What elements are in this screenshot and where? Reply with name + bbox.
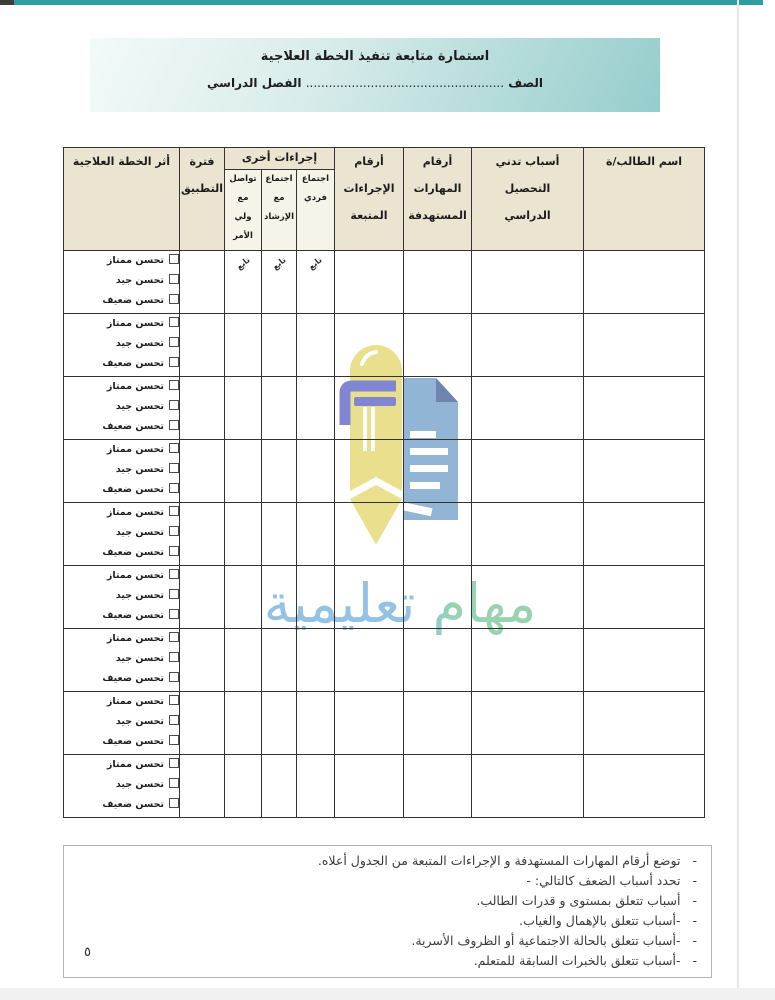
effect-option-label: تحسن ضعيف <box>102 421 164 432</box>
note-text: توضع أرقام المهارات المستهدفة و الإجراءات المتبعة من الجدول أعلاه. <box>317 853 681 868</box>
checkbox-icon <box>169 254 179 264</box>
cell-plan-effect <box>64 440 180 503</box>
subcol-header-individual-meeting: اجتماع فردي <box>297 170 335 251</box>
cell-followed-procedure-numbers <box>335 503 404 566</box>
note-dash-marker: - <box>692 893 697 908</box>
note-line <box>64 951 697 971</box>
note-dash-marker: - <box>692 853 697 868</box>
effect-option-label: تحسن ضعيف <box>102 673 164 684</box>
checkbox-icon <box>169 778 179 788</box>
col-header-other-procedures: إجراءات أخرى <box>225 148 335 170</box>
cell-plan-effect <box>64 377 180 440</box>
note-line <box>64 931 697 951</box>
checkbox-icon <box>169 337 179 347</box>
cell-application-period <box>180 629 225 692</box>
col-header-plan-effect: أثر الخطة العلاجية <box>64 148 180 251</box>
stamp-text: تابع <box>307 255 324 272</box>
cell-target-skill-numbers <box>404 503 472 566</box>
checkbox-icon <box>169 672 179 682</box>
stamp-text: تابع <box>270 255 288 272</box>
page-title: استمارة متابعة تنفيذ الخطة العلاجية <box>260 49 490 64</box>
cell-followed-procedure-numbers <box>335 755 404 818</box>
effect-option-label: تحسن جيد <box>115 716 164 727</box>
cell-target-skill-numbers <box>404 314 472 377</box>
effect-option <box>64 314 179 334</box>
effect-option-label: تحسن ممتاز <box>106 255 164 266</box>
table-row <box>64 503 705 566</box>
effect-option <box>64 669 179 689</box>
term-label: الفصل الدراسي <box>207 76 302 90</box>
effect-option-label: تحسن ممتاز <box>106 633 164 644</box>
note-text: -أسباب تتعلق بالخبرات السابقة للمتعلم. <box>473 953 681 968</box>
checkbox-icon <box>169 380 179 390</box>
cell-counseling-meeting <box>262 377 297 440</box>
col-header-student-name: اسم الطالب/ة <box>584 148 705 251</box>
effect-option <box>64 251 179 271</box>
note-line <box>64 851 697 871</box>
cell-counseling-meeting <box>262 629 297 692</box>
cell-target-skill-numbers <box>404 440 472 503</box>
watermark-text: مهام تعليمية <box>185 572 615 635</box>
cell-target-skill-numbers <box>404 377 472 440</box>
effect-option <box>64 775 179 795</box>
effect-option <box>64 629 179 649</box>
table-row <box>64 566 705 629</box>
effect-option <box>64 291 179 311</box>
effect-option <box>64 606 179 626</box>
checkbox-icon <box>169 443 179 453</box>
note-dash-marker: - <box>692 933 697 948</box>
note-text: أسباب تتعلق بمستوى و قدرات الطالب. <box>476 893 681 908</box>
effect-option-label: تحسن ضعيف <box>102 295 164 306</box>
effect-option-label: تحسن ضعيف <box>102 799 164 810</box>
cell-application-period <box>180 314 225 377</box>
effect-option-label: تحسن جيد <box>115 338 164 349</box>
cell-individual-meeting <box>297 377 335 440</box>
effect-option <box>64 692 179 712</box>
checkbox-icon <box>169 546 179 556</box>
effect-option <box>64 732 179 752</box>
checkbox-icon <box>169 609 179 619</box>
cell-guardian-contact <box>225 629 262 692</box>
form-header-box <box>90 38 660 112</box>
cell-application-period <box>180 503 225 566</box>
note-line <box>64 871 697 891</box>
effect-option <box>64 649 179 669</box>
cell-plan-effect <box>64 503 180 566</box>
effect-option-label: تحسن ضعيف <box>102 736 164 747</box>
effect-option <box>64 334 179 354</box>
effect-option <box>64 354 179 374</box>
class-term-line <box>90 76 660 90</box>
cell-student-name <box>584 629 705 692</box>
effect-option <box>64 755 179 775</box>
cell-plan-effect <box>64 251 180 314</box>
cell-application-period <box>180 755 225 818</box>
effect-option <box>64 440 179 460</box>
cell-followed-procedure-numbers <box>335 692 404 755</box>
cell-guardian-contact <box>225 755 262 818</box>
checkbox-icon <box>169 652 179 662</box>
checkbox-icon <box>169 317 179 327</box>
cell-student-name <box>584 566 705 629</box>
table-row <box>64 755 705 818</box>
cell-counseling-meeting <box>262 566 297 629</box>
cell-followed-procedure-numbers <box>335 251 404 314</box>
cell-application-period <box>180 692 225 755</box>
effect-option <box>64 523 179 543</box>
table-row <box>64 692 705 755</box>
subcol-header-counseling-meeting: اجتماع مع الإرشاد <box>262 170 297 251</box>
cell-application-period <box>180 251 225 314</box>
cell-individual-meeting <box>297 629 335 692</box>
note-text: -أسباب تتعلق بالحالة الاجتماعية أو الظروف الأسرية. <box>411 933 681 948</box>
cell-guardian-contact <box>225 314 262 377</box>
cell-student-name <box>584 503 705 566</box>
cell-individual-meeting <box>297 314 335 377</box>
effect-option-label: تحسن جيد <box>115 653 164 664</box>
cell-counseling-meeting <box>262 692 297 755</box>
cell-plan-effect <box>64 629 180 692</box>
effect-option <box>64 586 179 606</box>
page-edge-shadow <box>737 0 739 1000</box>
effect-option-label: تحسن ضعيف <box>102 610 164 621</box>
cell-plan-effect <box>64 566 180 629</box>
checkbox-icon <box>169 463 179 473</box>
cell-counseling-meeting <box>262 440 297 503</box>
cell-plan-effect <box>64 314 180 377</box>
effect-option-label: تحسن جيد <box>115 590 164 601</box>
note-dash-marker: - <box>692 913 697 928</box>
effect-option-label: تحسن ضعيف <box>102 547 164 558</box>
cell-low-achievement-reasons <box>472 692 584 755</box>
table-row <box>64 377 705 440</box>
effect-option-label: تحسن ممتاز <box>106 507 164 518</box>
cell-guardian-contact <box>225 566 262 629</box>
cell-plan-effect <box>64 692 180 755</box>
effect-option <box>64 566 179 586</box>
effect-option <box>64 712 179 732</box>
checkbox-icon <box>169 632 179 642</box>
effect-option-label: تحسن ضعيف <box>102 484 164 495</box>
effect-option-label: تحسن ممتاز <box>106 696 164 707</box>
stamp-text: تابع <box>234 255 252 272</box>
checkbox-icon <box>169 294 179 304</box>
effect-option-label: تحسن ضعيف <box>102 358 164 369</box>
note-line <box>64 891 697 911</box>
effect-option-label: تحسن ممتاز <box>106 570 164 581</box>
effect-option <box>64 417 179 437</box>
effect-option <box>64 503 179 523</box>
col-header-low-achievement-reasons: أسباب تدني التحصيل الدراسي <box>472 148 584 251</box>
effect-option-label: تحسن ممتاز <box>106 381 164 392</box>
cell-target-skill-numbers <box>404 566 472 629</box>
checkbox-icon <box>169 798 179 808</box>
checkbox-icon <box>169 569 179 579</box>
cell-student-name <box>584 251 705 314</box>
checkbox-icon <box>169 715 179 725</box>
cell-guardian-contact <box>225 440 262 503</box>
cell-low-achievement-reasons <box>472 377 584 440</box>
col-header-application-period: فترة التطبيق <box>180 148 225 251</box>
cell-target-skill-numbers <box>404 629 472 692</box>
cell-guardian-contact <box>225 251 262 314</box>
cell-student-name <box>584 440 705 503</box>
cell-student-name <box>584 755 705 818</box>
cell-low-achievement-reasons <box>472 755 584 818</box>
top-teal-bar <box>14 0 763 5</box>
class-label: الصف <box>508 76 543 90</box>
cell-followed-procedure-numbers <box>335 440 404 503</box>
table-row <box>64 314 705 377</box>
cell-individual-meeting <box>297 755 335 818</box>
cell-application-period <box>180 377 225 440</box>
effect-option <box>64 377 179 397</box>
effect-option <box>64 480 179 500</box>
cell-low-achievement-reasons <box>472 440 584 503</box>
effect-option-label: تحسن ممتاز <box>106 759 164 770</box>
effect-option <box>64 397 179 417</box>
effect-option-label: تحسن جيد <box>115 527 164 538</box>
checkbox-icon <box>169 357 179 367</box>
cell-student-name <box>584 314 705 377</box>
cell-individual-meeting <box>297 440 335 503</box>
table-row <box>64 440 705 503</box>
cell-guardian-contact <box>225 503 262 566</box>
class-dotted-blank: .................................................... <box>305 76 505 90</box>
cell-student-name <box>584 692 705 755</box>
followup-table <box>63 147 705 818</box>
cell-guardian-contact <box>225 377 262 440</box>
effect-option-label: تحسن جيد <box>115 464 164 475</box>
cell-counseling-meeting <box>262 314 297 377</box>
checkbox-icon <box>169 274 179 284</box>
checkbox-icon <box>169 758 179 768</box>
top-edge-dark-segment <box>0 0 14 5</box>
page-bottom-edge <box>0 988 775 1000</box>
cell-low-achievement-reasons <box>472 314 584 377</box>
checkbox-icon <box>169 735 179 745</box>
table-row <box>64 629 705 692</box>
cell-low-achievement-reasons <box>472 503 584 566</box>
effect-option-label: تحسن جيد <box>115 275 164 286</box>
cell-low-achievement-reasons <box>472 629 584 692</box>
page-number: ٥ <box>84 945 91 960</box>
col-header-target-skill-numbers: أرقام المهارات المستهدفة <box>404 148 472 251</box>
effect-option-label: تحسن جيد <box>115 779 164 790</box>
checkbox-icon <box>169 695 179 705</box>
note-dash-marker: - <box>692 953 697 968</box>
cell-application-period <box>180 440 225 503</box>
cell-target-skill-numbers <box>404 692 472 755</box>
table-row <box>64 251 705 314</box>
checkbox-icon <box>169 506 179 516</box>
notes-box <box>63 845 712 978</box>
cell-low-achievement-reasons <box>472 251 584 314</box>
cell-application-period <box>180 566 225 629</box>
cell-individual-meeting <box>297 566 335 629</box>
effect-option-label: تحسن ممتاز <box>106 444 164 455</box>
cell-counseling-meeting <box>262 755 297 818</box>
note-text: تحدد أسباب الضعف كالتالي: - <box>526 873 681 888</box>
effect-option <box>64 795 179 815</box>
subcol-header-guardian-contact: تواصل مع ولي الأمر <box>225 170 262 251</box>
cell-followed-procedure-numbers <box>335 377 404 440</box>
effect-option <box>64 460 179 480</box>
cell-followed-procedure-numbers <box>335 566 404 629</box>
cell-counseling-meeting <box>262 503 297 566</box>
col-header-followed-procedure-numbers: أرقام الإجراءات المتبعة <box>335 148 404 251</box>
cell-target-skill-numbers <box>404 755 472 818</box>
effect-option <box>64 543 179 563</box>
checkbox-icon <box>169 589 179 599</box>
cell-student-name <box>584 377 705 440</box>
cell-guardian-contact <box>225 692 262 755</box>
note-text: -أسباب تتعلق بالإهمال والغياب. <box>519 913 681 928</box>
checkbox-icon <box>169 526 179 536</box>
note-line <box>64 911 697 931</box>
cell-target-skill-numbers <box>404 251 472 314</box>
checkbox-icon <box>169 483 179 493</box>
checkbox-icon <box>169 400 179 410</box>
cell-individual-meeting <box>297 692 335 755</box>
cell-followed-procedure-numbers <box>335 629 404 692</box>
effect-option-label: تحسن جيد <box>115 401 164 412</box>
cell-individual-meeting <box>297 503 335 566</box>
effect-option-label: تحسن ممتاز <box>106 318 164 329</box>
cell-counseling-meeting <box>262 251 297 314</box>
cell-individual-meeting <box>297 251 335 314</box>
checkbox-icon <box>169 420 179 430</box>
cell-followed-procedure-numbers <box>335 314 404 377</box>
note-dash-marker: - <box>692 873 697 888</box>
effect-option <box>64 271 179 291</box>
cell-plan-effect <box>64 755 180 818</box>
table-body <box>64 251 705 818</box>
cell-low-achievement-reasons <box>472 566 584 629</box>
